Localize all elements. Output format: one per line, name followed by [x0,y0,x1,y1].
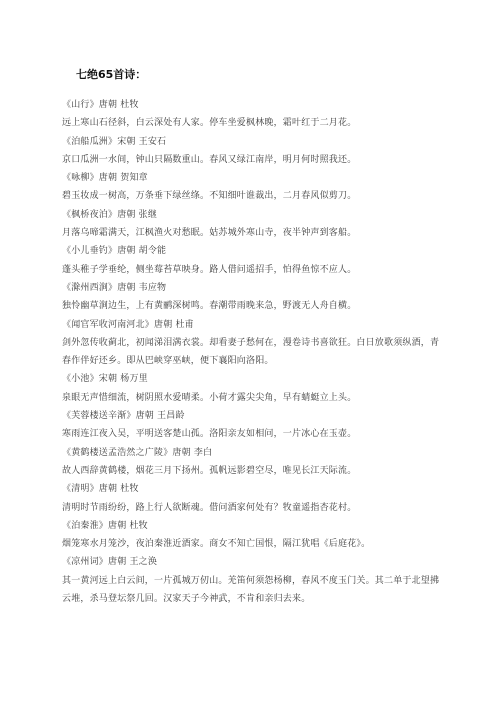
poem-title: 《泊船瓜洲》宋朝 王安石 [62,136,167,147]
poem-title: 《小儿垂钓》唐朝 胡令能 [62,246,167,257]
poem-text: 剑外忽传收蓟北，初闻涕泪满衣裳。却看妻子愁何在，漫卷诗书喜欲狂。白日放歌须纵酒，青春作伴好还乡。即从巴峡穿巫峡，便下襄阳向洛阳。 [62,337,440,367]
poem-text: 寒雨连江夜入吴，平明送客楚山孤。洛阳亲友如相问，一片冰心在玉壶。 [62,429,357,440]
poem-title: 《枫桥夜泊》唐朝 张继 [62,209,158,220]
poem-text: 清明时节雨纷纷，路上行人欲断魂。借问酒家何处有？牧童遥指杏花村。 [62,502,357,513]
poem-title: 《闻官军收河南河北》唐朝 杜甫 [62,319,194,330]
poem-text: 烟笼寒水月笼沙，夜泊秦淮近酒家。商女不知亡国恨，隔江犹唱《后庭花》。 [62,539,371,550]
poem-title: 《黄鹤楼送孟浩然之广陵》唐朝 李白 [62,447,213,458]
poem-text: 远上寒山石径斜，白云深处有人家。停车坐爱枫林晚，霜叶红于二月花。 [62,118,357,129]
document-heading: 七绝65首诗： [76,68,147,81]
poem-title: 《滁州西涧》唐朝 韦应物 [62,282,167,293]
poem-title: 《咏柳》唐朝 贺知章 [62,173,148,184]
poem-title: 《小池》宋朝 杨万里 [62,374,148,385]
poem-title: 《山行》唐朝 杜牧 [62,100,139,110]
poem-title: 《凉州词》唐朝 王之涣 [62,557,158,568]
poem-list [62,96,447,608]
poem-text: 故人西辞黄鹤楼，烟花三月下扬州。孤帆远影碧空尽，唯见长江天际流。 [62,465,357,476]
poem-title: 《清明》唐朝 杜牧 [62,484,139,495]
poem-text: 京口瓜洲一水间，钟山只隔数重山。春风又绿江南岸，明月何时照我还。 [62,154,357,165]
poem-title: 《泊秦淮》唐朝 杜牧 [62,520,148,531]
poem-text: 月落乌啼霜满天，江枫渔火对愁眠。姑苏城外寒山寺，夜半钟声到客船。 [62,228,357,239]
poem-text: 蓬头稚子学垂纶，侧坐莓苔草映身。路人借问遥招手，怕得鱼惊不应人。 [62,264,357,275]
poem-text: 碧玉妆成一树高，万条垂下绿丝绦。不知细叶谁裁出，二月春风似剪刀。 [62,191,357,202]
poem-text: 独怜幽草涧边生，上有黄鹂深树鸣。春潮带雨晚来急，野渡无人舟自横。 [62,301,357,312]
poem-text: 其一黄河远上白云间，一片孤城万仞山。羌笛何须怨杨柳，春风不度玉门关。其二单于北望拂云堆，杀马登坛祭几回。汉家天子今神武，不肯和亲归去来。 [62,575,440,605]
poem-title: 《芙蓉楼送辛渐》唐朝 王昌龄 [62,411,185,422]
poem-text: 泉眼无声惜细流，树阴照水爱晴柔。小荷才露尖尖角，早有蜻蜓立上头。 [62,392,357,403]
